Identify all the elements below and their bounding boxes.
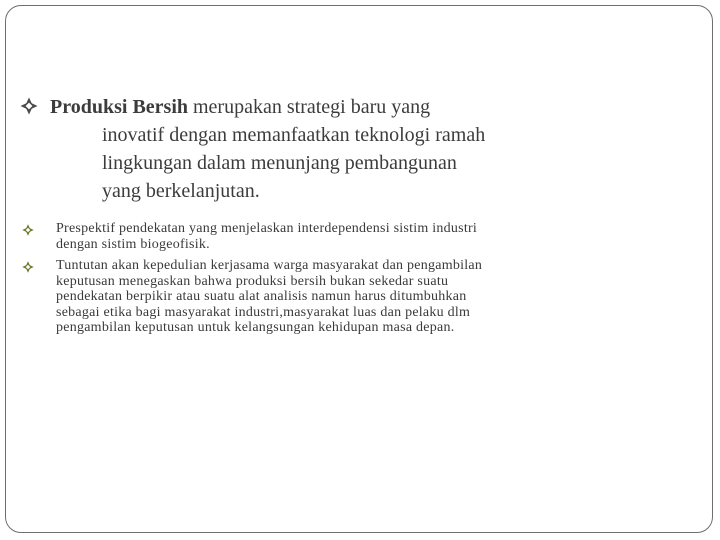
diamond-bullet-icon: [22, 261, 34, 273]
sub-bullet-2: [22, 258, 492, 336]
diamond-bullet-icon: [20, 97, 38, 115]
sub-point-text-2: Tuntutan akan kepedulian kerjasama warga masyarakat dan pengambilan keputusan menegaskan bahwa produksi bersih bukan sekedar suatu pendekatan berpikir atau suatu alat analisis namun harus ditumbuhkan sebagai etika bagi masyarakat industri,masyarakat luas dan pelaku dlm pengambilan keputusan untuk kelangsungan kehidupan masa depan.: [56, 258, 483, 336]
sub-bullet-1: [22, 221, 492, 252]
diamond-bullet-icon: [22, 224, 34, 236]
main-point-text: [50, 93, 490, 205]
main-point-rest: merupakan strategi baru yang inovatif dengan memanfaatkan teknologi ramah lingkungan dalam menunjang pembangunan yang berkelanjutan.: [102, 96, 486, 202]
main-bullet: [20, 93, 490, 205]
main-point-bold: Produksi Bersih: [50, 96, 188, 118]
sub-point-text-1: Prespektif pendekatan yang menjelaskan interdependensi sistim industri dengan sistim biogeofisik.: [56, 221, 478, 252]
